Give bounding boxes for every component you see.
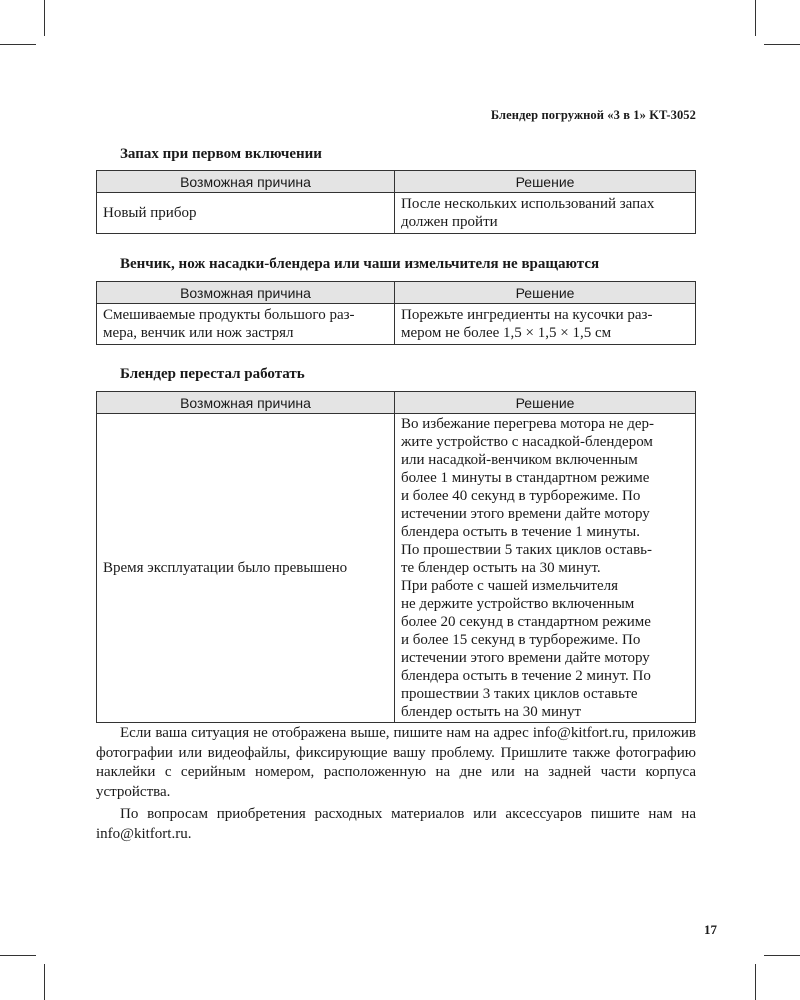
column-header-solution: Решение [395, 392, 696, 414]
contact-paragraph: Если ваша ситуация не отображена выше, пишите нам на адрес info@kitfort.ru, приложив фотографии или видеофайлы, фиксирующие вашу проблему. Пришлите также фотографию наклейки с серийным номером, расположенную на дне или на задней части корпуса устройства. [96, 725, 696, 800]
cause-cell: Смешиваемые продукты большого раз- мера, венчик или нож застрял [97, 304, 395, 345]
running-head: Блендер погружной «3 в 1» KT-3052 [490, 108, 696, 122]
column-header-cause: Возможная причина [97, 171, 395, 193]
page-number: 17 [704, 922, 717, 937]
crop-mark [0, 44, 36, 45]
column-header-cause: Возможная причина [97, 392, 395, 414]
column-header-solution: Решение [395, 282, 696, 304]
column-header-solution: Решение [395, 171, 696, 193]
section-title-smell: Запах при первом включении [120, 146, 322, 162]
table-header-row [97, 392, 696, 414]
troubleshooting-table-not-rotating [96, 281, 696, 345]
table-header-row [97, 171, 696, 193]
crop-mark [764, 955, 800, 956]
solution-cell: Порежьте ингредиенты на кусочки раз- мером не более 1,5 × 1,5 × 1,5 см [395, 304, 696, 345]
crop-mark [764, 44, 800, 45]
column-header-cause: Возможная причина [97, 282, 395, 304]
table-row [97, 414, 696, 723]
troubleshooting-table-stopped-working [96, 391, 696, 723]
crop-mark [755, 0, 756, 36]
table-header-row [97, 282, 696, 304]
crop-mark [44, 964, 45, 1000]
section-title-not-rotating: Венчик, нож насадки-блендера или чаши измельчителя не вращаются [120, 256, 600, 272]
table-row [97, 193, 696, 234]
crop-mark [44, 0, 45, 36]
solution-cell: После нескольких использований запах должен пройти [395, 193, 696, 234]
crop-mark [755, 964, 756, 1000]
section-title-stopped-working: Блендер перестал работать [120, 366, 305, 382]
troubleshooting-table-smell [96, 170, 696, 234]
accessories-paragraph: По вопросам приобретения расходных материалов или аксессуаров пишите нам на info@kitfort.ru. [96, 806, 696, 842]
cause-cell: Время эксплуатации было превышено [97, 414, 395, 723]
table-row [97, 304, 696, 345]
solution-cell: Во избежание перегрева мотора не дер- жите устройство с насадкой-блендером или насадкой-венчиком включенным более 1 минуты в стандартном режиме и более 40 секунд в турборежиме. По истечении этого времени дайте мотору блендера остыть в течение 1 минуты. По прошествии 5 таких циклов оставь- те блендер остыть на 30 минут. При работе с чашей измельчителя не держите устройство включенным более 20 секунд в стандартном режиме и более 15 секунд в турборежиме. По истечении этого времени дайте мотору блендера остыть в течение 2 минут. По прошествии 3 таких циклов оставьте блендер остыть на 30 минут [395, 414, 696, 723]
cause-cell: Новый прибор [97, 193, 395, 234]
crop-mark [0, 955, 36, 956]
